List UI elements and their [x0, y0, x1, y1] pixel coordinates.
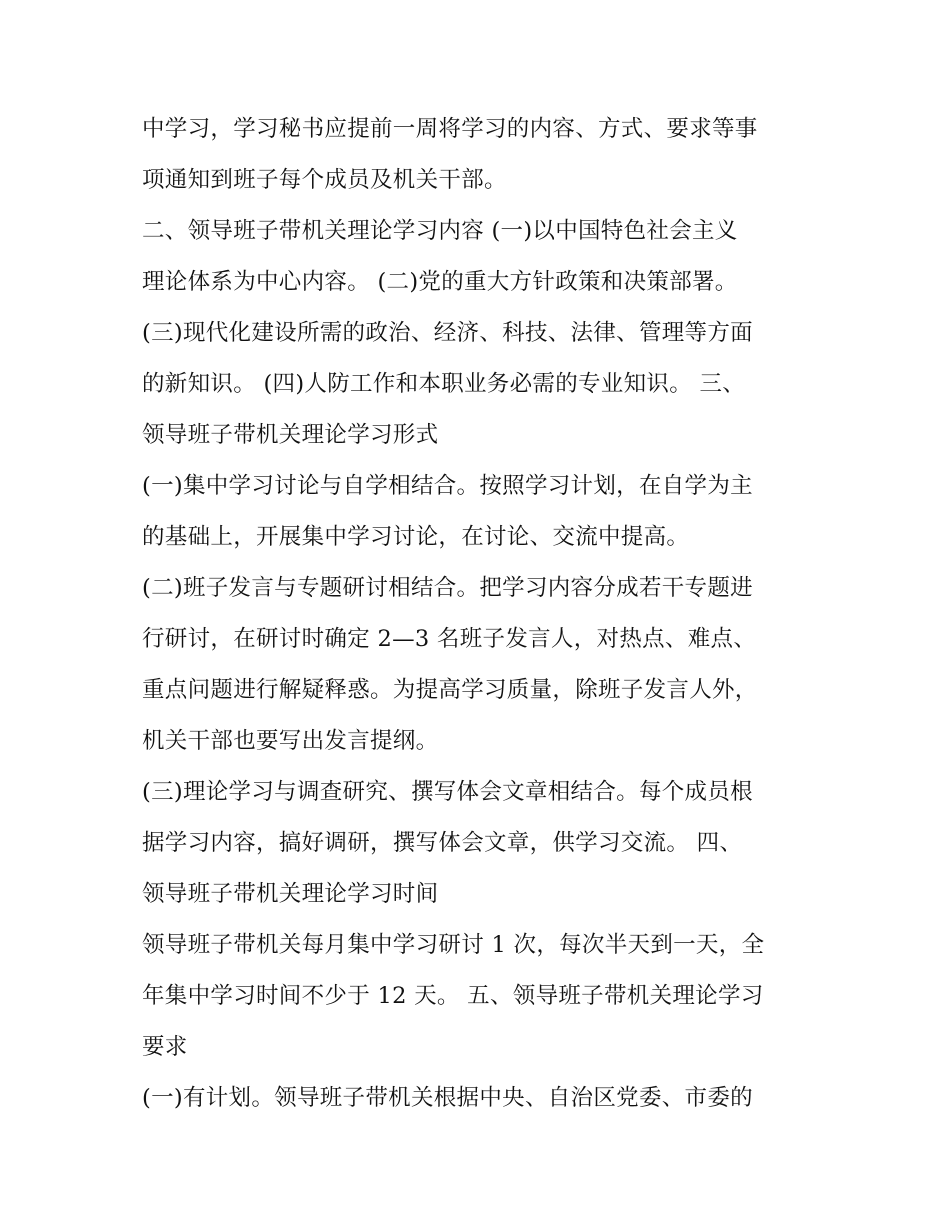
text-line: 领导班子带机关每月集中学习研讨 1 次，每次半天到一天，全 [142, 932, 765, 958]
text-line: 年集中学习时间不少于 12 天。 五、领导班子带机关理论学习 [142, 983, 764, 1009]
text-line: 二、领导班子带机关理论学习内容 (一)以中国特色社会主义 [142, 218, 738, 244]
text-line: 项通知到班子每个成员及机关干部。 [142, 167, 507, 193]
text-line: 要求 [142, 1034, 188, 1060]
text-line: 据学习内容，搞好调研，撰写体会文章，供学习交流。 四、 [142, 830, 743, 856]
text-line: 行研讨，在研讨时确定 2—3 名班子发言人，对热点、难点、 [142, 626, 757, 652]
document-body [142, 104, 822, 1124]
text-line: 理论体系为中心内容。 (二)党的重大方针政策和决策部署。 [142, 269, 738, 295]
text-line: (一)集中学习讨论与自学相结合。按照学习计划，在自学为主 [142, 473, 753, 499]
text-line: (三)理论学习与调查研究、撰写体会文章相结合。每个成员根 [142, 779, 753, 805]
text-line: 的基础上，开展集中学习讨论，在讨论、交流中提高。 [142, 524, 690, 550]
text-line: 中学习，学习秘书应提前一周将学习的内容、方式、要求等事 [142, 116, 758, 142]
text-line: 领导班子带机关理论学习形式 [142, 422, 439, 448]
text-line: 机关干部也要写出发言提纲。 [142, 728, 439, 754]
text-line: (二)班子发言与专题研讨相结合。把学习内容分成若干专题进 [142, 575, 753, 601]
text-line: (一)有计划。领导班子带机关根据中央、自治区党委、市委的 [142, 1085, 753, 1111]
text-line: 重点问题进行解疑释惑。为提高学习质量，除班子发言人外， [142, 677, 758, 703]
text-line: (三)现代化建设所需的政治、经济、科技、法律、管理等方面 [142, 320, 753, 346]
text-line: 领导班子带机关理论学习时间 [142, 881, 439, 907]
text-line: 的新知识。 (四)人防工作和本职业务必需的专业知识。 三、 [142, 371, 746, 397]
